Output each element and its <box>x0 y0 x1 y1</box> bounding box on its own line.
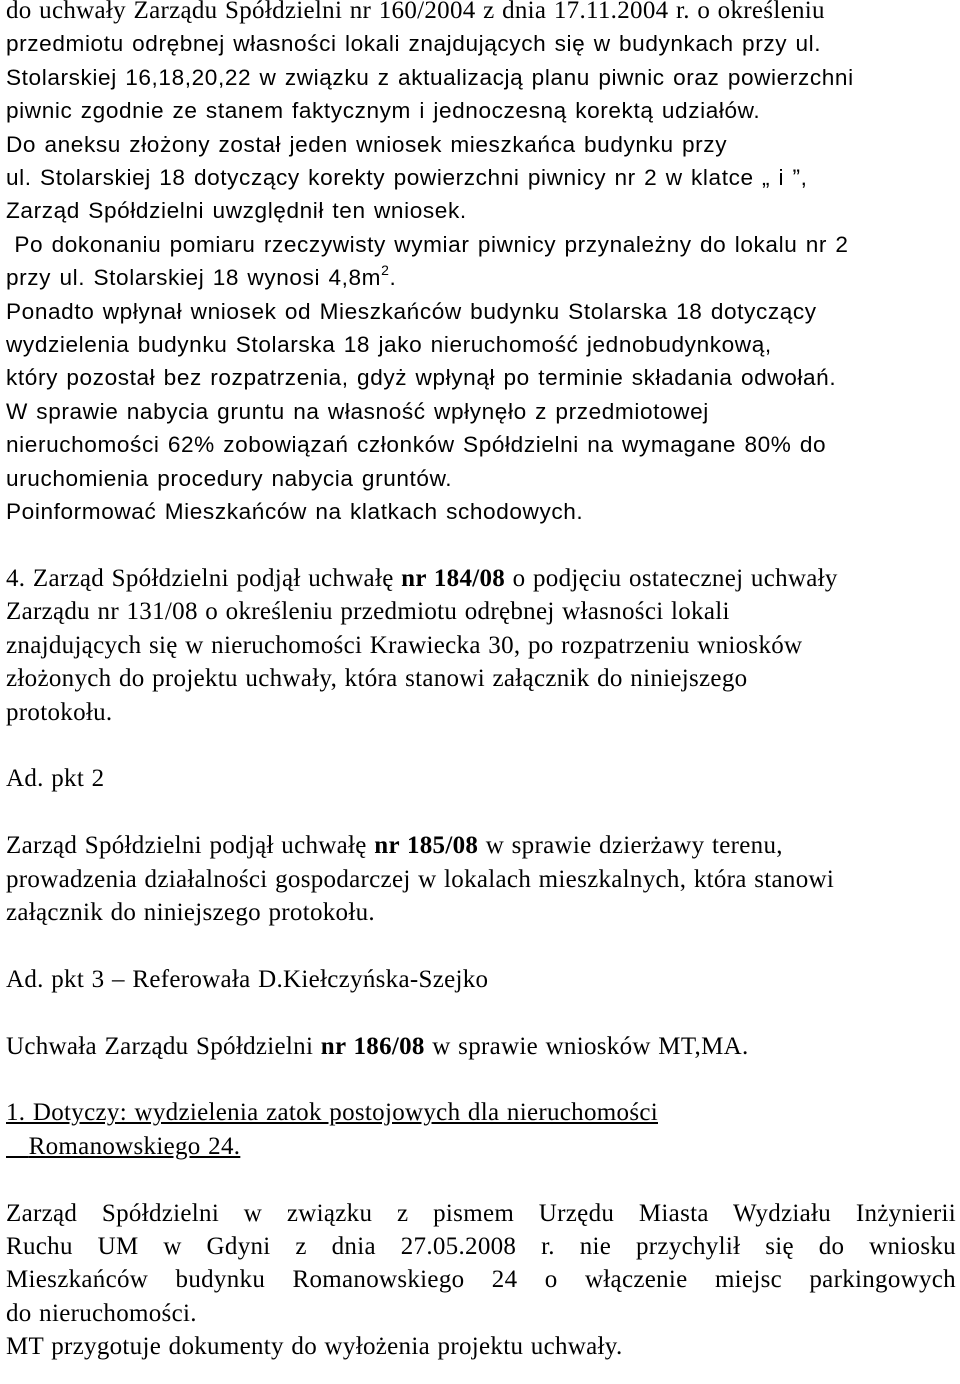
indent <box>6 1133 29 1160</box>
text-line <box>6 562 956 595</box>
text-line: prowadzenia działalności gospodarczej w lokalach mieszkalnych, która stanowi <box>6 865 835 893</box>
text-line: Zarząd Spółdzielni w związku z pismem Urzędu Miasta Wydziału Inżynierii <box>6 1199 956 1227</box>
text-line <box>6 829 956 862</box>
point-1 <box>6 1096 956 1163</box>
underlined-line <box>6 1096 956 1129</box>
text-line: Do aneksu złożony został jeden wniosek mieszkańca budynku przy <box>6 131 728 157</box>
text-line: Zarząd Spółdzielni uwzględnił ten wniosek. <box>6 198 467 224</box>
text-segment: o podjęciu ostatecznej uchwały <box>505 564 838 592</box>
text-segment: Zarząd Spółdzielni podjął uchwałę <box>6 832 375 860</box>
superscript: 2 <box>381 262 390 279</box>
underlined-text: 1. Dotyczy: wydzielenia zatok postojowych dla nieruchomości <box>6 1099 658 1127</box>
underlined-line <box>6 1130 956 1163</box>
text-segment: w sprawie wniosków MT,MA. <box>424 1032 749 1060</box>
spacer <box>6 796 956 829</box>
text-line: W sprawie nabycia gruntu na własność wpłynęło z przedmiotowej <box>6 398 709 424</box>
text-segment: Romanowskiego 24. <box>28 1132 241 1160</box>
text-segment: 4. Zarząd Spółdzielni podjął uchwałę <box>6 564 402 592</box>
item-4 <box>6 562 956 729</box>
text-line: do nieruchomości. <box>6 1299 197 1327</box>
text-line: Ruchu UM w Gdyni z dnia 27.05.2008 r. nie przychylił się do wniosku <box>6 1232 956 1260</box>
spacer <box>6 1163 956 1196</box>
text-line: przedmiotu odrębnej własności lokali znajdujących się w budynkach przy ul. <box>6 31 822 57</box>
text-line: protokołu. <box>6 698 113 726</box>
spacer <box>6 996 956 1029</box>
text-line-with-superscript <box>6 261 956 294</box>
resolution-number: nr 184/08 <box>401 564 506 592</box>
text-line: znajdujących się w nieruchomości Krawiecka 30, po rozpatrzeniu wniosków <box>6 631 803 659</box>
spacer <box>6 529 956 562</box>
ad-pkt-3-heading-block <box>6 963 956 996</box>
text-line: Mieszkańców budynku Romanowskiego 24 o włączenie miejsc parkingowych <box>6 1266 956 1294</box>
text-line: do uchwały Zarządu Spółdzielni nr 160/2004 z dnia 17.11.2004 r. o określeniu <box>6 0 825 24</box>
section-heading: Ad. pkt 3 – Referowała D.Kiełczyńska-Szejko <box>6 965 489 993</box>
text-line: załącznik do niniejszego protokołu. <box>6 898 375 926</box>
ad-pkt-3-body <box>6 1030 956 1063</box>
text-line: MT przygotuje dokumenty do wyłożenia projektu uchwały. <box>6 1333 623 1361</box>
text-line: Po dokonaniu pomiaru rzeczywisty wymiar piwnicy przynależny do lokalu nr 2 <box>6 231 849 257</box>
text-line: piwnic zgodnie ze stanem faktycznym i jednoczesną korektą udziałów. <box>6 98 761 124</box>
text-line <box>6 1030 956 1063</box>
text-line: Stolarskiej 16,18,20,22 w związku z aktualizacją planu piwnic oraz powierzchni <box>6 64 854 90</box>
final-paragraph <box>6 1197 956 1364</box>
text-line: Ponadto wpłynał wniosek od Mieszkańców budynku Stolarska 18 dotyczący <box>6 298 817 324</box>
ad-pkt-2-body <box>6 829 956 929</box>
resolution-number: nr 186/08 <box>320 1032 425 1060</box>
text-line: który pozostał bez rozpatrzenia, gdyż wpłynął po terminie składania odwołań. <box>6 365 837 391</box>
spacer <box>6 1063 956 1096</box>
section-top <box>6 0 956 529</box>
text-segment: w sprawie dzierżawy terenu, <box>478 832 783 860</box>
section-heading: Ad. pkt 2 <box>6 765 105 793</box>
text-line: złożonych do projektu uchwały, która stanowi załącznik do niniejszego <box>6 665 748 693</box>
text-line: nieruchomości 62% zobowiązań członków Spółdzielni na wymagane 80% do <box>6 432 827 458</box>
underlined-text <box>6 1133 240 1160</box>
text-segment: . <box>389 265 397 291</box>
text-line: Poinformować Mieszkańców na klatkach schodowych. <box>6 499 584 525</box>
text-line: ul. Stolarskiej 18 dotyczący korekty powierzchni piwnicy nr 2 w klatce „ i ”, <box>6 165 808 191</box>
ad-pkt-2-heading-block <box>6 762 956 795</box>
spacer <box>6 729 956 762</box>
text-line: uruchomienia procedury nabycia gruntów. <box>6 465 453 491</box>
document-page <box>6 0 956 1364</box>
spacer <box>6 929 956 962</box>
resolution-number: nr 185/08 <box>374 832 479 860</box>
text-line: Zarządu nr 131/08 o określeniu przedmiotu odrębnej własności lokali <box>6 598 730 626</box>
text-line: wydzielenia budynku Stolarska 18 jako nieruchomość jednobudynkową, <box>6 332 772 358</box>
text-segment: Uchwała Zarządu Spółdzielni <box>6 1032 321 1060</box>
text-segment: przy ul. Stolarskiej 18 wynosi 4,8m <box>6 265 382 291</box>
